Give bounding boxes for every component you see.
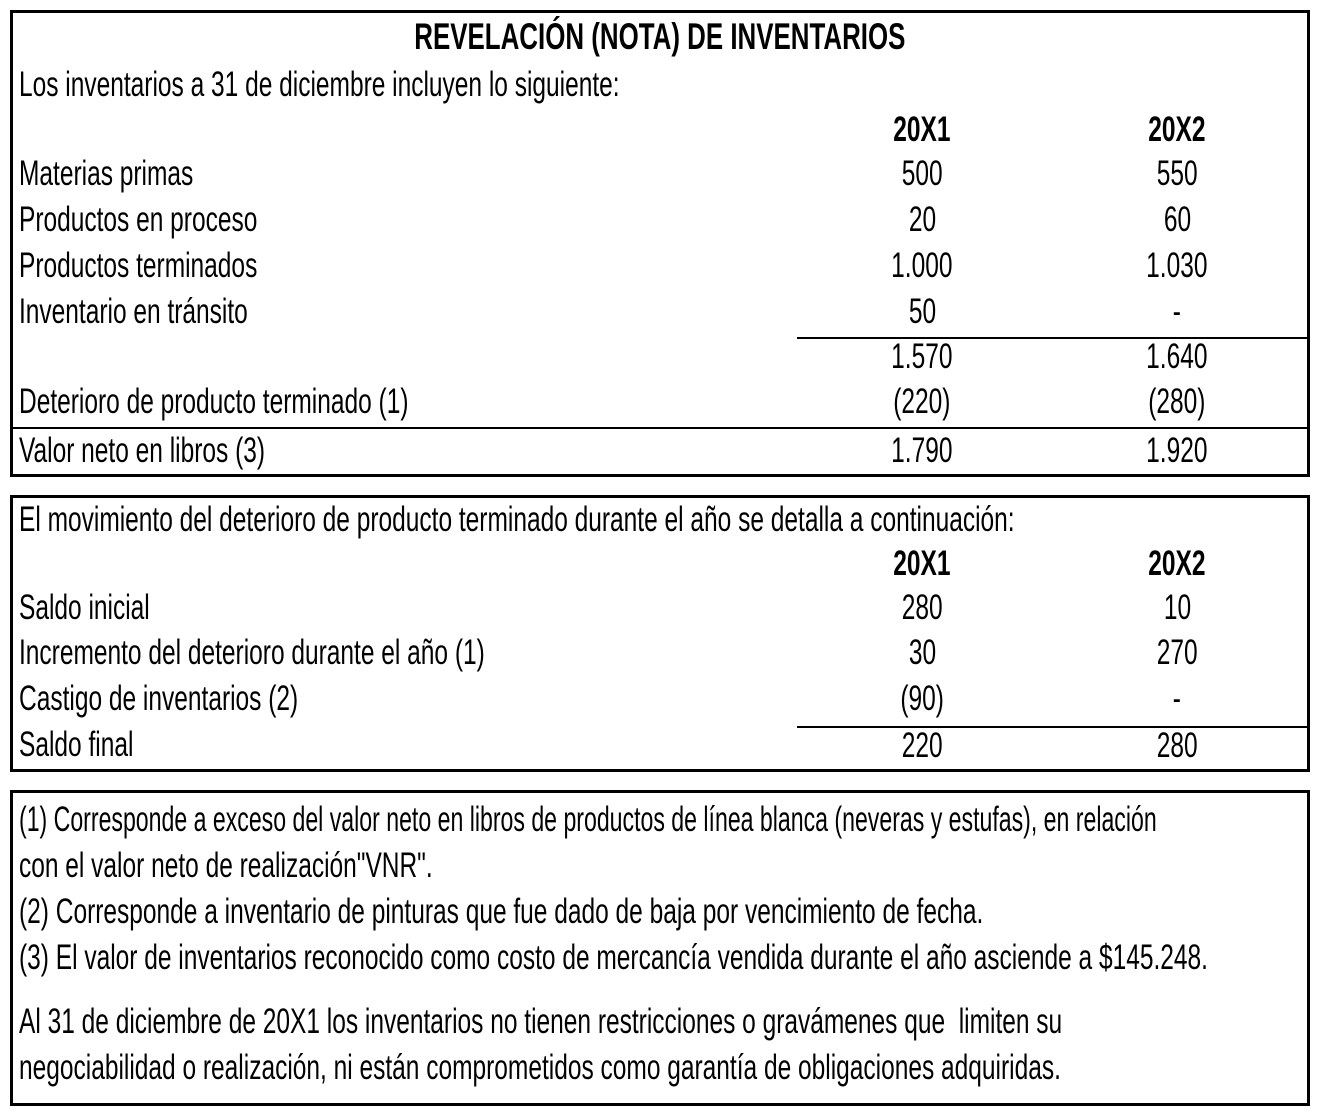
row-value-20x1: 30 (908, 632, 936, 672)
restrictions-line-2: negociabilidad o realización, ni están comprometidos como garantía de obligaciones adquiridas. (19, 1047, 1061, 1087)
table1-total-row (13, 427, 1307, 474)
total-value-20x1: 1.790 (891, 431, 953, 471)
row-label: Productos terminados (19, 245, 258, 285)
restrictions-line-1: Al 31 de diciembre de 20X1 los inventarios no tienen restricciones o gravámenes que limiten su (19, 1001, 1063, 1041)
row-value-20x2: 1.030 (1146, 245, 1208, 285)
row-label: Saldo inicial (19, 587, 150, 627)
table1-intro-row (13, 61, 1307, 109)
row-value-20x1: (90) (900, 678, 944, 718)
footnote-2 (13, 889, 1307, 935)
table2-col-header-20x2: 20X2 (1148, 543, 1206, 583)
table1-col-header-20x1: 20X1 (893, 109, 951, 149)
table1-intro: Los inventarios a 31 de diciembre incluyen lo siguiente: (19, 64, 620, 104)
row-label: Materias primas (19, 153, 194, 193)
table1-col-header-20x2: 20X2 (1148, 109, 1206, 149)
table2-intro-row (13, 498, 1307, 542)
subtotal-value-20x2: 1.640 (1146, 336, 1208, 376)
table2-total-row (13, 722, 1307, 769)
row-label: Inventario en tránsito (19, 291, 248, 331)
note-title: REVELACIÓN (NOTA) DE INVENTARIOS (414, 16, 906, 57)
row-value-20x2: 60 (1163, 199, 1191, 239)
table-row (13, 630, 1307, 676)
footnote-2-text: (2) Corresponde a inventario de pinturas que fue dado de baja por vencimiento de fecha. (19, 891, 984, 931)
footnote-1-line-2: con el valor neto de realización"VNR". (19, 845, 433, 885)
table2-intro: El movimiento del deterioro de producto terminado durante el año se detalla a continuación: (19, 499, 1015, 539)
row-label: Incremento del deterioro durante el año (1) (19, 632, 485, 672)
row-value-20x2: - (1172, 678, 1182, 718)
total-value-20x2: 1.920 (1146, 431, 1208, 471)
total-value-20x1: 220 (901, 726, 943, 766)
restrictions-paragraph-continued (13, 1045, 1307, 1091)
total-label: Saldo final (19, 725, 134, 765)
footnote-3-text: (3) El valor de inventarios reconocido como costo de mercancía vendida durante el año asciende a $145.248. (19, 937, 1208, 977)
table-row (13, 197, 1307, 243)
note-title-row (13, 13, 1307, 61)
row-label: Productos en proceso (19, 199, 258, 239)
restrictions-paragraph (13, 999, 1307, 1045)
row-value-20x2: 10 (1163, 587, 1191, 627)
table-row (13, 676, 1307, 722)
table2-col-header-20x1: 20X1 (893, 543, 951, 583)
paragraph-spacer (13, 981, 1307, 999)
table-row (13, 586, 1307, 630)
row-value-20x2: - (1172, 291, 1182, 331)
row-value-20x1: 50 (908, 291, 936, 331)
table-row (13, 243, 1307, 289)
deterioro-movement-box (10, 495, 1310, 772)
footnote-1 (13, 797, 1307, 843)
row-value-20x1: 500 (901, 153, 943, 193)
row-value-20x1: 280 (901, 587, 943, 627)
row-value-20x1: (220) (893, 381, 951, 421)
row-label: Castigo de inventarios (2) (19, 678, 299, 718)
inventory-note-box (10, 10, 1310, 477)
row-value-20x1: 1.000 (891, 245, 953, 285)
table1-subtotal-row (13, 335, 1307, 377)
subtotal-value-20x1: 1.570 (891, 336, 953, 376)
footnotes-box (10, 790, 1310, 1106)
footnote-1-line-1: (1) Corresponde a exceso del valor neto en libros de productos de línea blanca (neveras y estufas), en relación (19, 799, 1157, 839)
footnote-3 (13, 935, 1307, 981)
row-value-20x2: 550 (1156, 153, 1198, 193)
total-label: Valor neto en libros (3) (19, 431, 266, 471)
row-label: Deterioro de producto terminado (1) (19, 381, 409, 421)
row-value-20x2: 270 (1156, 632, 1198, 672)
table-row (13, 151, 1307, 197)
table-row (13, 289, 1307, 335)
total-value-20x2: 280 (1156, 726, 1198, 766)
table1-header-row (13, 109, 1307, 151)
table2-header-row (13, 542, 1307, 586)
footnote-1-continued (13, 843, 1307, 889)
row-value-20x1: 20 (908, 199, 936, 239)
table-row (13, 377, 1307, 427)
row-value-20x2: (280) (1148, 381, 1206, 421)
